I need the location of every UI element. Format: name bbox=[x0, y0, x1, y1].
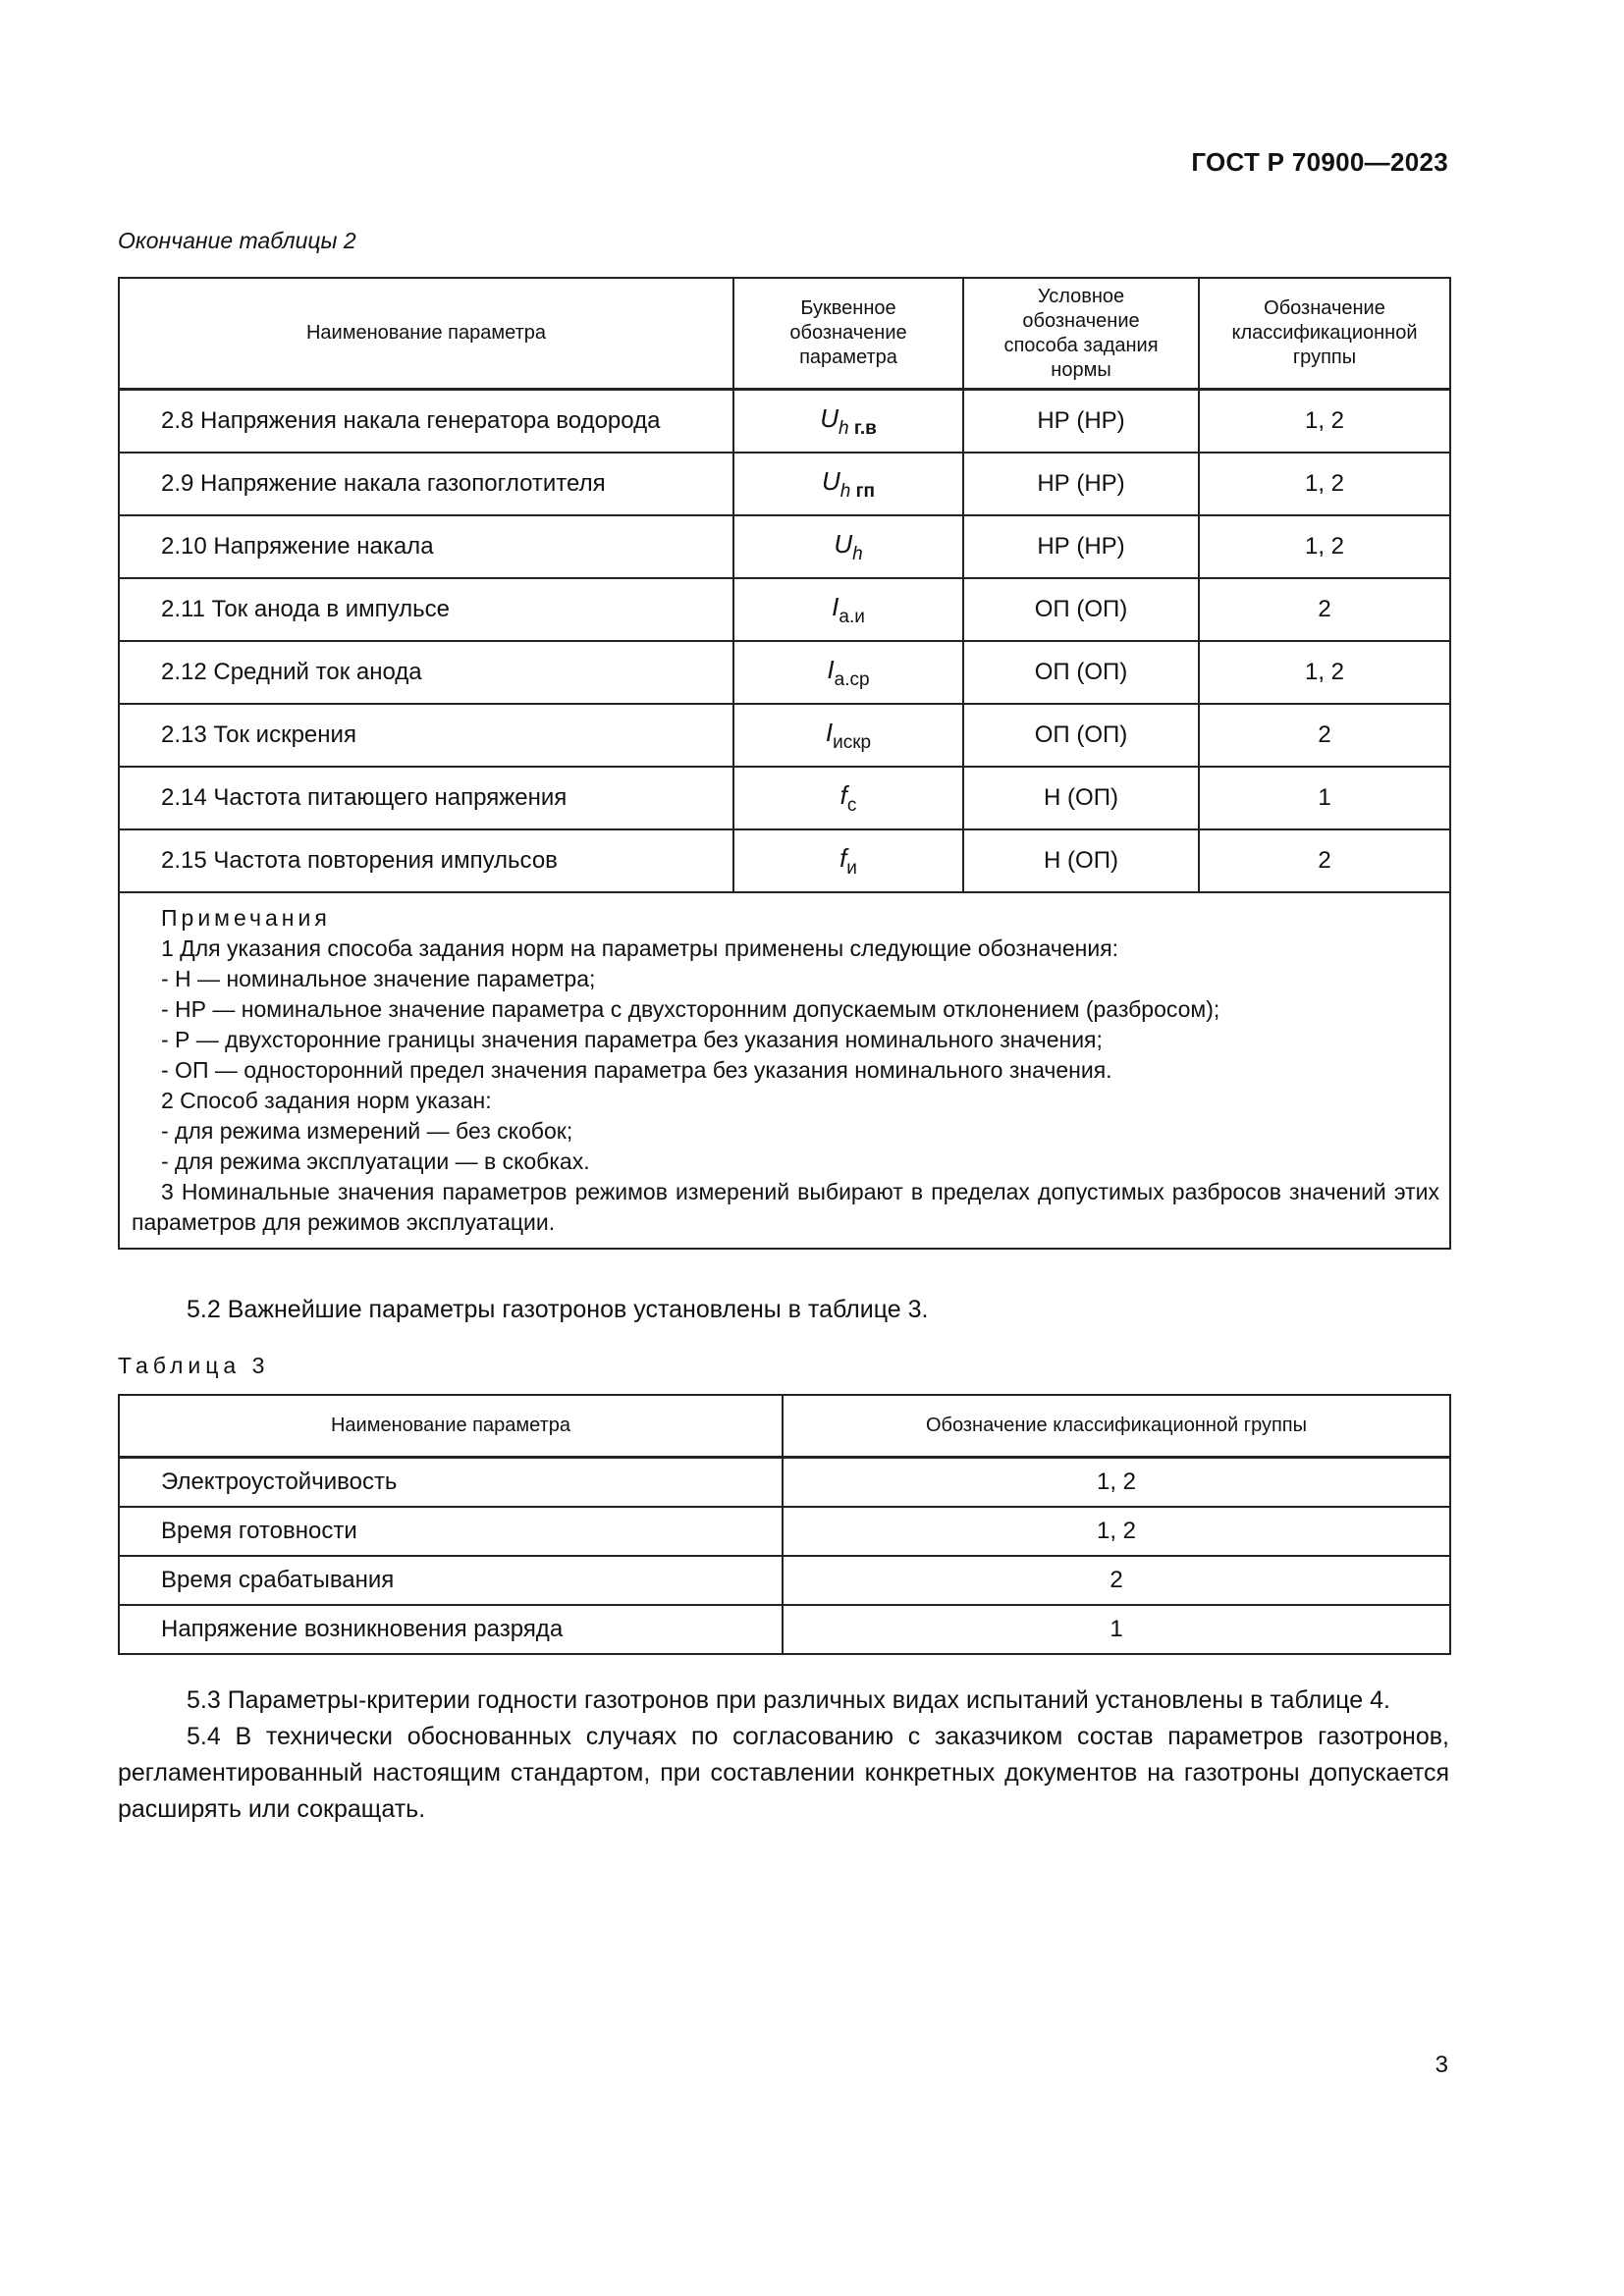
t3-col-header-name: Наименование параметра bbox=[119, 1395, 783, 1458]
symbol-letter: f bbox=[839, 779, 847, 810]
symbol-letter: I bbox=[832, 591, 839, 621]
param-name: 2.12 Средний ток анода bbox=[119, 641, 733, 704]
symbol-subscript bbox=[852, 544, 863, 564]
table3-row bbox=[119, 1458, 1450, 1508]
param-group: 1, 2 bbox=[1199, 641, 1450, 704]
table2-row bbox=[119, 704, 1450, 767]
param-name: 2.8 Напряжения накала генератора водорода bbox=[119, 390, 733, 454]
subscript-italic: h bbox=[852, 543, 863, 564]
param-group: 1, 2 bbox=[1199, 453, 1450, 515]
subscript-italic: h bbox=[839, 480, 851, 502]
t3-param-name: Напряжение возникновения разряда bbox=[119, 1605, 783, 1654]
paragraph-5-2-text: 5.2 Важнейшие параметры газотронов установлены в таблице 3. bbox=[187, 1296, 929, 1323]
param-symbol bbox=[733, 515, 963, 578]
param-method: Н (ОП) bbox=[963, 767, 1199, 829]
t3-param-name: Время готовности bbox=[119, 1507, 783, 1556]
paragraph-5-3 bbox=[118, 1682, 1449, 1828]
symbol-subscript bbox=[833, 732, 871, 753]
param-method: Н (ОП) bbox=[963, 829, 1199, 892]
col-header-symbol: Буквенное обозначение параметра bbox=[733, 278, 963, 390]
symbol-subscript bbox=[847, 795, 857, 816]
t3-param-name: Время срабатывания bbox=[119, 1556, 783, 1605]
symbol-letter: I bbox=[825, 717, 834, 747]
param-method: НР (НР) bbox=[963, 515, 1199, 578]
subscript-text: и bbox=[846, 857, 857, 879]
symbol-letter: U bbox=[834, 528, 853, 559]
param-method: ОП (ОП) bbox=[963, 578, 1199, 641]
symbol-subscript bbox=[835, 669, 870, 690]
param-group: 1, 2 bbox=[1199, 390, 1450, 454]
note-2-b: - для режима эксплуатации — в скобках. bbox=[161, 1148, 590, 1174]
t3-param-group: 1 bbox=[783, 1605, 1450, 1654]
t3-param-group: 2 bbox=[783, 1556, 1450, 1605]
col-header-name: Наименование параметра bbox=[119, 278, 733, 390]
table3-row bbox=[119, 1556, 1450, 1605]
symbol-subscript bbox=[846, 858, 857, 879]
param-group: 2 bbox=[1199, 704, 1450, 767]
param-group: 1 bbox=[1199, 767, 1450, 829]
note-3: 3 Номинальные значения параметров режимов измерений выбирают в пределах допустимых разбросов значений этих параметров для режимов эксплуатации. bbox=[132, 1179, 1439, 1235]
col-header-method: Условное обозначение способа задания нормы bbox=[963, 278, 1199, 390]
param-name: 2.11 Ток анода в импульсе bbox=[119, 578, 733, 641]
param-symbol bbox=[733, 767, 963, 829]
note-2-a: - для режима измерений — без скобок; bbox=[161, 1118, 573, 1144]
subscript-text: г.в bbox=[848, 417, 877, 439]
subscript-text: а.и bbox=[839, 606, 865, 627]
param-name: 2.14 Частота питающего напряжения bbox=[119, 767, 733, 829]
param-symbol bbox=[733, 829, 963, 892]
symbol-subscript bbox=[840, 481, 875, 502]
symbol-letter: U bbox=[820, 402, 839, 433]
param-symbol bbox=[733, 641, 963, 704]
subscript-text: искр bbox=[833, 731, 872, 753]
note-1-b: - НР — номинальное значение параметра с двухсторонним допускаемым отклонением (разбросом); bbox=[161, 996, 1220, 1022]
paragraph-5-4-text: 5.4 В технически обоснованных случаях по согласованию с заказчиком состав параметров газотронов, регламентированный настоящим стандартом, при составлении конкретных документов на газотроны допускается расширять или сокращать. bbox=[118, 1723, 1449, 1823]
table3-row bbox=[119, 1507, 1450, 1556]
t3-col-header-group: Обозначение классификационной группы bbox=[783, 1395, 1450, 1458]
symbol-letter: f bbox=[839, 842, 847, 873]
table-2 bbox=[118, 277, 1451, 1250]
param-symbol bbox=[733, 578, 963, 641]
col-header-group: Обозначение классификационной группы bbox=[1199, 278, 1450, 390]
note-2: 2 Способ задания норм указан: bbox=[161, 1088, 492, 1113]
subscript-italic: h bbox=[838, 417, 849, 439]
subscript-text: а.ср bbox=[834, 668, 870, 690]
t3-param-group: 1, 2 bbox=[783, 1458, 1450, 1508]
table2-row bbox=[119, 767, 1450, 829]
symbol-letter: I bbox=[827, 654, 835, 684]
param-name: 2.13 Ток искрения bbox=[119, 704, 733, 767]
symbol-subscript bbox=[839, 418, 877, 439]
table2-row bbox=[119, 453, 1450, 515]
paragraph-5-2 bbox=[118, 1292, 1449, 1328]
note-1: 1 Для указания способа задания норм на параметры применены следующие обозначения: bbox=[161, 935, 1119, 961]
table2-caption: Окончание таблицы 2 bbox=[118, 228, 356, 253]
table3-header-row bbox=[119, 1395, 1450, 1458]
param-group: 2 bbox=[1199, 829, 1450, 892]
symbol-letter: U bbox=[821, 465, 840, 496]
param-method: ОП (ОП) bbox=[963, 641, 1199, 704]
t3-param-name: Электроустойчивость bbox=[119, 1458, 783, 1508]
table2-notes bbox=[119, 892, 1450, 1249]
subscript-text: гп bbox=[850, 480, 876, 502]
table2-row bbox=[119, 390, 1450, 454]
page-number: 3 bbox=[1435, 2052, 1448, 2078]
subscript-text: с bbox=[846, 794, 857, 816]
table2-header-row bbox=[119, 278, 1450, 390]
param-method: НР (НР) bbox=[963, 390, 1199, 454]
param-method: НР (НР) bbox=[963, 453, 1199, 515]
param-symbol bbox=[733, 453, 963, 515]
note-1-c: - Р — двухсторонние границы значения параметра без указания номинального значения; bbox=[161, 1027, 1103, 1052]
param-group: 1, 2 bbox=[1199, 515, 1450, 578]
note-1-d: - ОП — односторонний предел значения параметра без указания номинального значения. bbox=[161, 1057, 1112, 1083]
symbol-subscript bbox=[839, 607, 864, 627]
param-symbol bbox=[733, 390, 963, 454]
table-3 bbox=[118, 1394, 1451, 1655]
notes-title: Примечания bbox=[161, 905, 331, 931]
table2-row bbox=[119, 641, 1450, 704]
t3-param-group: 1, 2 bbox=[783, 1507, 1450, 1556]
paragraph-5-3-text: 5.3 Параметры-критерии годности газотронов при различных видах испытаний установлены в таблице 4. bbox=[187, 1686, 1390, 1714]
param-method: ОП (ОП) bbox=[963, 704, 1199, 767]
table2-row bbox=[119, 578, 1450, 641]
table3-row bbox=[119, 1605, 1450, 1654]
param-name: 2.9 Напряжение накала газопоглотителя bbox=[119, 453, 733, 515]
standard-code: ГОСТ Р 70900—2023 bbox=[1191, 147, 1448, 177]
param-name: 2.15 Частота повторения импульсов bbox=[119, 829, 733, 892]
table3-caption: Таблица 3 bbox=[118, 1353, 270, 1378]
param-name: 2.10 Напряжение накала bbox=[119, 515, 733, 578]
table2-notes-row bbox=[119, 892, 1450, 1249]
table2-row bbox=[119, 515, 1450, 578]
param-symbol bbox=[733, 704, 963, 767]
note-1-a: - Н — номинальное значение параметра; bbox=[161, 966, 596, 991]
param-group: 2 bbox=[1199, 578, 1450, 641]
table2-row bbox=[119, 829, 1450, 892]
